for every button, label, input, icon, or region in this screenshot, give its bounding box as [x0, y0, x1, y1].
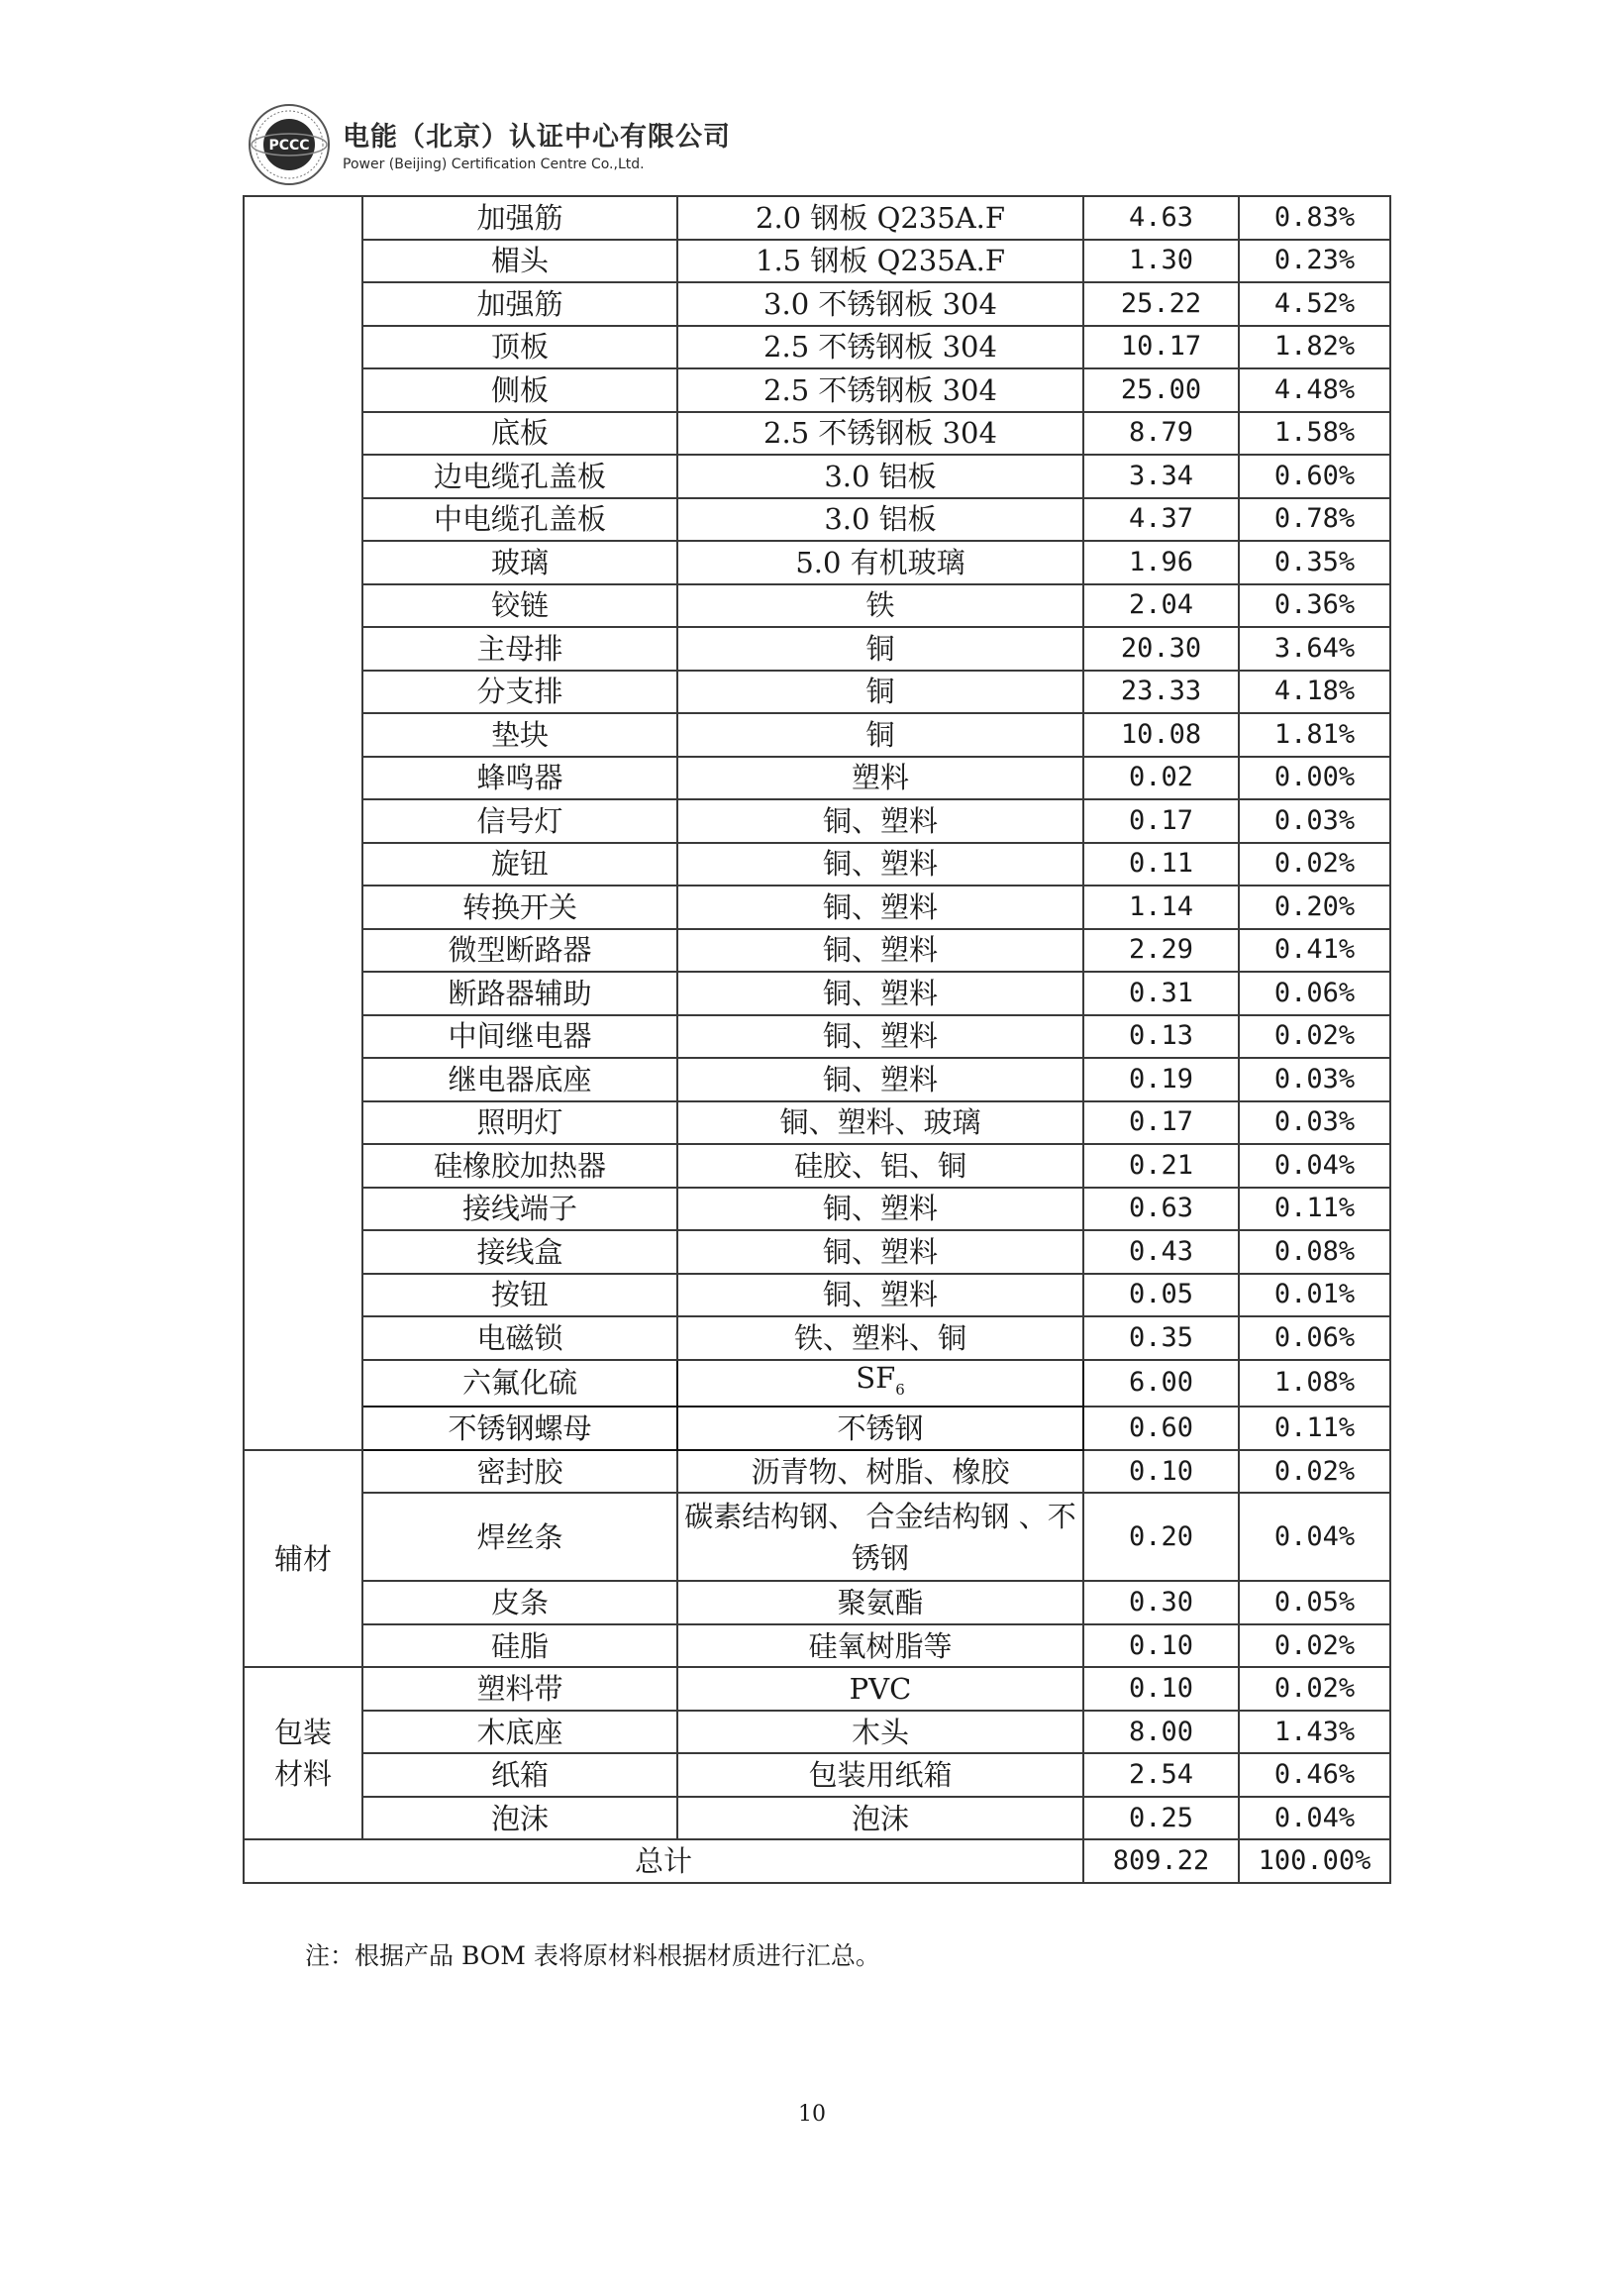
part-name-cell: 纸箱 [362, 1753, 677, 1797]
percent-cell: 0.46% [1239, 1753, 1390, 1797]
table-row [244, 671, 1390, 714]
material-cell: 2.5 不锈钢板 304 [677, 326, 1083, 369]
material-cell: 铜、塑料、玻璃 [677, 1101, 1083, 1145]
total-percent-cell: 100.00% [1239, 1839, 1390, 1883]
material-cell: 铜、塑料 [677, 972, 1083, 1015]
table-row [244, 326, 1390, 369]
table-row [244, 584, 1390, 628]
table-row [244, 1015, 1390, 1059]
table-row [244, 1711, 1390, 1754]
material-cell: 聚氨酯 [677, 1581, 1083, 1624]
company-logo [248, 103, 331, 186]
percent-cell: 1.81% [1239, 713, 1390, 757]
part-name-cell: 硅脂 [362, 1624, 677, 1668]
material-cell: 铜 [677, 671, 1083, 714]
table-row [244, 886, 1390, 929]
percent-cell: 1.82% [1239, 326, 1390, 369]
part-name-cell: 接线盒 [362, 1230, 677, 1274]
material-cell: 铜、塑料 [677, 843, 1083, 886]
category-label-line1: 包装 [273, 1716, 332, 1750]
sf6-subscript: 6 [895, 1380, 905, 1399]
table-row [244, 240, 1390, 283]
part-name-cell: 楣头 [362, 240, 677, 283]
material-cell: 不锈钢 [677, 1407, 1083, 1450]
material-cell: 铜、塑料 [677, 799, 1083, 843]
material-cell: 2.5 不锈钢板 304 [677, 368, 1083, 412]
weight-cell: 0.20 [1083, 1493, 1239, 1581]
table-row [244, 1188, 1390, 1231]
table-row [244, 799, 1390, 843]
category-cell-main [244, 196, 362, 1450]
part-name-cell: 木底座 [362, 1711, 677, 1754]
material-cell: 铜、塑料 [677, 886, 1083, 929]
weight-cell: 0.17 [1083, 1101, 1239, 1145]
percent-cell: 0.04% [1239, 1493, 1390, 1581]
page-header [248, 99, 842, 198]
percent-cell: 0.35% [1239, 541, 1390, 584]
weight-cell: 0.31 [1083, 972, 1239, 1015]
percent-cell: 4.18% [1239, 671, 1390, 714]
weight-cell: 0.10 [1083, 1450, 1239, 1494]
table-row [244, 972, 1390, 1015]
material-cell: 1.5 钢板 Q235A.F [677, 240, 1083, 283]
part-name-cell: 塑料带 [362, 1667, 677, 1711]
weight-cell: 4.63 [1083, 196, 1239, 240]
table-row [244, 541, 1390, 584]
material-cell: 3.0 铝板 [677, 455, 1083, 498]
material-cell: 铜、塑料 [677, 1230, 1083, 1274]
percent-cell: 0.02% [1239, 1450, 1390, 1494]
company-name-en: Power (Beijing) Certification Centre Co.,Ltd. [343, 156, 645, 172]
table-row [244, 282, 1390, 326]
part-name-cell: 顶板 [362, 326, 677, 369]
part-name-cell: 照明灯 [362, 1101, 677, 1145]
material-cell: 铜、塑料 [677, 1274, 1083, 1317]
weight-cell: 0.21 [1083, 1144, 1239, 1188]
total-weight-cell: 809.22 [1083, 1839, 1239, 1883]
material-cell: 木头 [677, 1711, 1083, 1754]
table-note: 注：根据产品 BOM 表将原材料根据材质进行汇总。 [305, 1941, 880, 1970]
percent-cell: 0.23% [1239, 240, 1390, 283]
part-name-cell: 分支排 [362, 671, 677, 714]
weight-cell: 0.05 [1083, 1274, 1239, 1317]
table-row [244, 412, 1390, 456]
table-row [244, 757, 1390, 800]
percent-cell: 0.06% [1239, 972, 1390, 1015]
weight-cell: 0.11 [1083, 843, 1239, 886]
weight-cell: 0.30 [1083, 1581, 1239, 1624]
table-row [244, 498, 1390, 542]
weight-cell: 0.17 [1083, 799, 1239, 843]
part-name-cell: 边电缆孔盖板 [362, 455, 677, 498]
percent-cell: 0.01% [1239, 1274, 1390, 1317]
weight-cell: 0.02 [1083, 757, 1239, 800]
category-cell-packaging [244, 1667, 362, 1839]
percent-cell: 1.58% [1239, 412, 1390, 456]
table-row [244, 627, 1390, 671]
table-row [244, 1493, 1390, 1581]
material-cell: PVC [677, 1667, 1083, 1711]
percent-cell: 0.03% [1239, 1058, 1390, 1101]
part-name-cell: 断路器辅助 [362, 972, 677, 1015]
table-row [244, 929, 1390, 973]
table-row [244, 1450, 1390, 1494]
percent-cell: 0.00% [1239, 757, 1390, 800]
weight-cell: 0.10 [1083, 1624, 1239, 1668]
table-row [244, 1753, 1390, 1797]
material-cell [677, 1360, 1083, 1408]
weight-cell: 1.96 [1083, 541, 1239, 584]
part-name-cell: 侧板 [362, 368, 677, 412]
material-cell: 铁 [677, 584, 1083, 628]
weight-cell: 10.08 [1083, 713, 1239, 757]
percent-cell: 1.43% [1239, 1711, 1390, 1754]
weight-cell: 0.35 [1083, 1316, 1239, 1360]
weight-cell: 2.54 [1083, 1753, 1239, 1797]
table-row [244, 1230, 1390, 1274]
table-row [244, 1058, 1390, 1101]
part-name-cell: 中电缆孔盖板 [362, 498, 677, 542]
part-name-cell: 密封胶 [362, 1450, 677, 1494]
weight-cell: 0.60 [1083, 1407, 1239, 1450]
percent-cell: 0.20% [1239, 886, 1390, 929]
table-row [244, 196, 1390, 240]
category-cell-aux: 辅材 [244, 1450, 362, 1668]
part-name-cell: 六氟化硫 [362, 1360, 677, 1408]
sf6-formula: SF [856, 1360, 896, 1395]
weight-cell: 3.34 [1083, 455, 1239, 498]
weight-cell: 0.43 [1083, 1230, 1239, 1274]
part-name-cell: 接线端子 [362, 1188, 677, 1231]
percent-cell: 0.60% [1239, 455, 1390, 498]
percent-cell: 4.52% [1239, 282, 1390, 326]
weight-cell: 0.25 [1083, 1797, 1239, 1840]
percent-cell: 0.04% [1239, 1144, 1390, 1188]
part-name-cell: 泡沫 [362, 1797, 677, 1840]
table-row [244, 455, 1390, 498]
percent-cell: 0.04% [1239, 1797, 1390, 1840]
table-row [244, 1274, 1390, 1317]
weight-cell: 0.63 [1083, 1188, 1239, 1231]
percent-cell: 0.03% [1239, 799, 1390, 843]
part-name-cell: 皮条 [362, 1581, 677, 1624]
table-row [244, 713, 1390, 757]
percent-cell: 0.06% [1239, 1316, 1390, 1360]
weight-cell: 2.04 [1083, 584, 1239, 628]
category-label-line2: 材料 [273, 1757, 332, 1792]
weight-cell: 6.00 [1083, 1360, 1239, 1408]
material-cell: 2.0 钢板 Q235A.F [677, 196, 1083, 240]
table-row [244, 1144, 1390, 1188]
part-name-cell: 电磁锁 [362, 1316, 677, 1360]
total-row [244, 1839, 1390, 1883]
material-cell: 硅胶、铝、铜 [677, 1144, 1083, 1188]
part-name-cell: 转换开关 [362, 886, 677, 929]
material-cell: 铜、塑料 [677, 1015, 1083, 1059]
percent-cell: 0.41% [1239, 929, 1390, 973]
weight-cell: 10.17 [1083, 326, 1239, 369]
material-cell: 铜 [677, 713, 1083, 757]
table-row [244, 1316, 1390, 1360]
part-name-cell: 铰链 [362, 584, 677, 628]
material-cell: 5.0 有机玻璃 [677, 541, 1083, 584]
part-name-cell: 按钮 [362, 1274, 677, 1317]
percent-cell: 0.02% [1239, 843, 1390, 886]
percent-cell: 0.11% [1239, 1407, 1390, 1450]
percent-cell: 0.11% [1239, 1188, 1390, 1231]
part-name-cell: 中间继电器 [362, 1015, 677, 1059]
part-name-cell: 垫块 [362, 713, 677, 757]
material-cell: 铁、塑料、铜 [677, 1316, 1083, 1360]
percent-cell: 0.02% [1239, 1015, 1390, 1059]
part-name-cell: 不锈钢螺母 [362, 1407, 677, 1450]
weight-cell: 23.33 [1083, 671, 1239, 714]
part-name-cell: 加强筋 [362, 196, 677, 240]
weight-cell: 4.37 [1083, 498, 1239, 542]
part-name-cell: 主母排 [362, 627, 677, 671]
percent-cell: 0.02% [1239, 1667, 1390, 1711]
page-number: 10 [798, 2102, 826, 2127]
weight-cell: 0.13 [1083, 1015, 1239, 1059]
table-row [244, 1667, 1390, 1711]
weight-cell: 0.10 [1083, 1667, 1239, 1711]
part-name-cell: 硅橡胶加热器 [362, 1144, 677, 1188]
table-row-sf6 [244, 1360, 1390, 1408]
percent-cell: 0.78% [1239, 498, 1390, 542]
part-name-cell: 继电器底座 [362, 1058, 677, 1101]
material-cell: 3.0 铝板 [677, 498, 1083, 542]
weight-cell: 20.30 [1083, 627, 1239, 671]
percent-cell: 0.02% [1239, 1624, 1390, 1668]
weight-cell: 8.79 [1083, 412, 1239, 456]
table-row [244, 843, 1390, 886]
part-name-cell: 微型断路器 [362, 929, 677, 973]
material-cell: 2.5 不锈钢板 304 [677, 412, 1083, 456]
percent-cell: 1.08% [1239, 1360, 1390, 1408]
material-cell: 铜、塑料 [677, 929, 1083, 973]
material-cell: 3.0 不锈钢板 304 [677, 282, 1083, 326]
weight-cell: 0.19 [1083, 1058, 1239, 1101]
table-row [244, 1624, 1390, 1668]
material-cell: 硅氧树脂等 [677, 1624, 1083, 1668]
table-row [244, 1581, 1390, 1624]
material-cell: 泡沫 [677, 1797, 1083, 1840]
part-name-cell: 旋钮 [362, 843, 677, 886]
weight-cell: 25.22 [1083, 282, 1239, 326]
weight-cell: 8.00 [1083, 1711, 1239, 1754]
weight-cell: 1.14 [1083, 886, 1239, 929]
material-cell: 沥青物、树脂、橡胶 [677, 1450, 1083, 1494]
material-cell: 铜 [677, 627, 1083, 671]
percent-cell: 4.48% [1239, 368, 1390, 412]
part-name-cell: 加强筋 [362, 282, 677, 326]
percent-cell: 0.08% [1239, 1230, 1390, 1274]
table-row [244, 1101, 1390, 1145]
table-row-nut [244, 1407, 1390, 1450]
percent-cell: 0.03% [1239, 1101, 1390, 1145]
percent-cell: 0.05% [1239, 1581, 1390, 1624]
weight-cell: 1.30 [1083, 240, 1239, 283]
total-label-cell: 总计 [244, 1839, 1083, 1883]
company-name-cn: 电能（北京）认证中心有限公司 [343, 122, 731, 153]
logo-text: PCCC [268, 138, 310, 154]
percent-cell: 0.36% [1239, 584, 1390, 628]
bom-material-table [243, 195, 1391, 1884]
material-cell: 铜、塑料 [677, 1058, 1083, 1101]
table-row [244, 1797, 1390, 1840]
weight-cell: 2.29 [1083, 929, 1239, 973]
material-cell: 包装用纸箱 [677, 1753, 1083, 1797]
percent-cell: 3.64% [1239, 627, 1390, 671]
part-name-cell: 信号灯 [362, 799, 677, 843]
part-name-cell: 玻璃 [362, 541, 677, 584]
table-row [244, 368, 1390, 412]
weight-cell: 25.00 [1083, 368, 1239, 412]
material-cell: 碳素结构钢、 合金结构钢 、不锈钢 [677, 1493, 1083, 1581]
material-cell: 塑料 [677, 757, 1083, 800]
material-cell: 铜、塑料 [677, 1188, 1083, 1231]
part-name-cell: 底板 [362, 412, 677, 456]
percent-cell: 0.83% [1239, 196, 1390, 240]
part-name-cell: 焊丝条 [362, 1493, 677, 1581]
part-name-cell: 蜂鸣器 [362, 757, 677, 800]
